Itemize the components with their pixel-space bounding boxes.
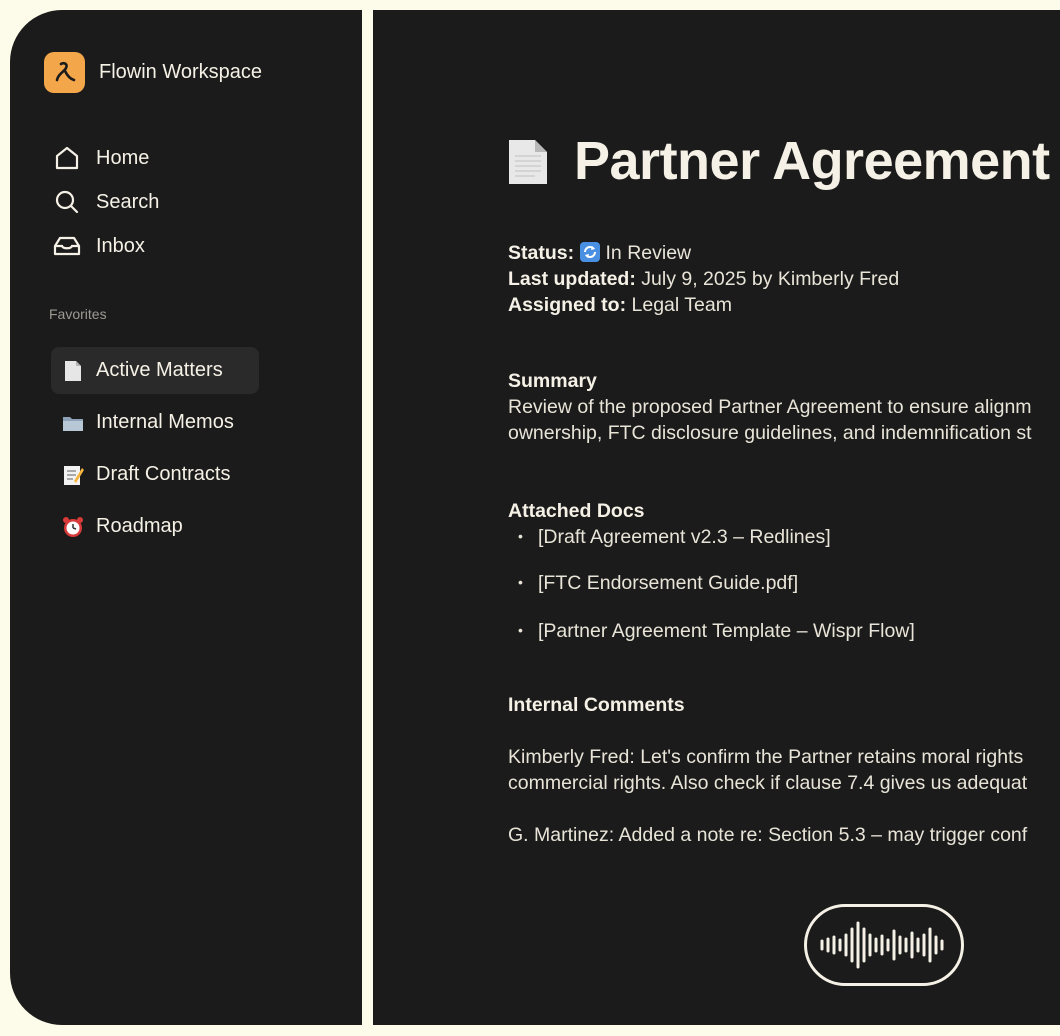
- page-title[interactable]: Partner Agreement: [574, 131, 1050, 191]
- sidebar-item-internal-memos[interactable]: [51, 399, 259, 446]
- favorites-list: [51, 347, 259, 555]
- sidebar-item-label: Home: [96, 146, 150, 169]
- summary-text: Review of the proposed Partner Agreement to ensure alignm: [508, 396, 1032, 418]
- comment-text: commercial rights. Also check if clause 7.4 gives us adequat: [508, 772, 1028, 794]
- sidebar-item-inbox[interactable]: [52, 224, 159, 268]
- sidebar-item-label: Inbox: [96, 234, 145, 257]
- summary-heading: Summary: [508, 370, 597, 392]
- voice-input-button[interactable]: [804, 904, 964, 986]
- page-emoji-icon: [507, 138, 549, 191]
- assigned-line: [508, 294, 732, 317]
- sidebar-item-label: Roadmap: [96, 515, 183, 537]
- document-panel: [373, 10, 1060, 1025]
- sidebar-item-roadmap[interactable]: [51, 503, 259, 550]
- favorites-heading: Favorites: [49, 306, 107, 322]
- attached-docs-heading: Attached Docs: [508, 500, 645, 522]
- last-updated-line: [508, 268, 899, 291]
- page-emoji-icon: [61, 359, 85, 383]
- folder-emoji-icon: [61, 411, 85, 435]
- assigned-label: Assigned to:: [508, 294, 627, 316]
- workspace-name: Flowin Workspace: [99, 61, 263, 83]
- waveform-icon: [814, 915, 954, 975]
- last-updated-label: Last updated:: [508, 268, 636, 290]
- sidebar-item-search[interactable]: [52, 180, 159, 224]
- refresh-emoji-icon: [580, 242, 600, 262]
- sidebar-item-active-matters[interactable]: [51, 347, 259, 394]
- workspace-logo-icon: [44, 52, 85, 93]
- comment-text: G. Martinez: Added a note re: Section 5.3 – may trigger conf: [508, 824, 1028, 846]
- sidebar-item-label: Active Matters: [96, 359, 223, 381]
- memo-emoji-icon: [61, 463, 85, 487]
- sidebar-nav: [52, 136, 159, 268]
- sidebar: [10, 10, 362, 1025]
- sidebar-item-home[interactable]: [52, 136, 159, 180]
- last-updated-value: July 9, 2025 by Kimberly Fred: [641, 268, 900, 290]
- status-line: [508, 242, 691, 265]
- home-icon: [52, 143, 82, 173]
- internal-comments-heading: Internal Comments: [508, 694, 685, 716]
- panel-divider: [362, 10, 373, 1025]
- sidebar-item-label: Internal Memos: [96, 411, 234, 433]
- sidebar-item-label: Draft Contracts: [96, 463, 231, 485]
- attached-doc-link[interactable]: • [Draft Agreement v2.3 – Redlines]: [518, 526, 831, 549]
- attached-doc-link[interactable]: • [FTC Endorsement Guide.pdf]: [518, 572, 798, 595]
- status-label: Status:: [508, 242, 575, 264]
- sidebar-item-label: Search: [96, 190, 160, 213]
- comment-text: Kimberly Fred: Let's confirm the Partner retains moral rights: [508, 746, 1024, 768]
- assigned-value: Legal Team: [631, 294, 732, 316]
- status-value: In Review: [605, 242, 692, 264]
- summary-text: ownership, FTC disclosure guidelines, and indemnification st: [508, 422, 1032, 444]
- workspace-switcher[interactable]: [44, 52, 262, 93]
- inbox-icon: [52, 231, 82, 261]
- attached-doc-link[interactable]: • [Partner Agreement Template – Wispr Flow]: [518, 620, 915, 643]
- search-icon: [52, 187, 82, 217]
- sidebar-item-draft-contracts[interactable]: [51, 451, 259, 498]
- alarm-clock-emoji-icon: [61, 515, 85, 539]
